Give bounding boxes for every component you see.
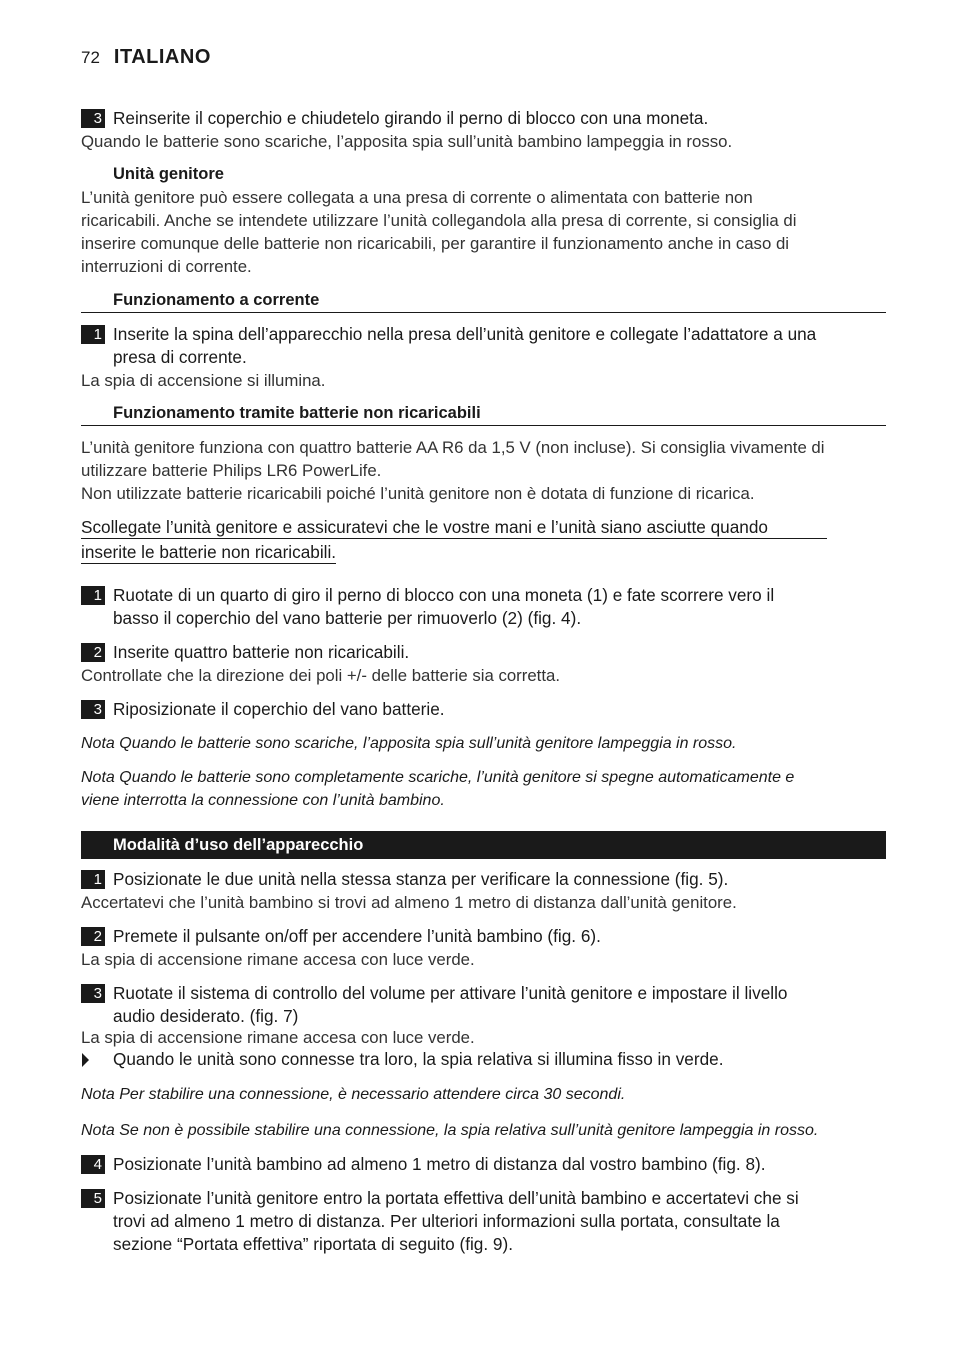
step-text: Inserite quattro batterie non ricaricabili. bbox=[113, 642, 410, 662]
note-line: Nota Quando le batterie sono completamente scariche, l’unità genitore si spegne automaticamente e bbox=[81, 769, 795, 786]
step-info: La spia di accensione si illumina. bbox=[81, 371, 326, 390]
step-number: 3 bbox=[81, 109, 105, 128]
page-header bbox=[81, 46, 211, 74]
paragraph-line: interruzioni di corrente. bbox=[81, 257, 252, 276]
step-text-continued: trovi ad almeno 1 metro di distanza. Per ulteriori informazioni sulla portata, consultate la bbox=[113, 1211, 780, 1231]
section-battery-power bbox=[81, 402, 886, 426]
step-insert-plug bbox=[81, 323, 886, 392]
step-text: Inserite la spina dell’apparecchio nella presa dell’unità genitore e collegate l’adattatore a una bbox=[113, 324, 817, 344]
step-number: 1 bbox=[81, 586, 105, 605]
step-text: Posizionate l’unità bambino ad almeno 1 metro di distanza dal vostro bambino (fig. 8). bbox=[113, 1154, 766, 1174]
warning-line: inserite le batterie non ricaricabili. bbox=[81, 542, 337, 562]
step-insert-batteries bbox=[81, 641, 886, 687]
step-text: Reinserite il coperchio e chiudetelo girando il perno di blocco con una moneta. bbox=[113, 108, 709, 128]
step-text-continued: presa di corrente. bbox=[113, 347, 247, 367]
note-empty-battery bbox=[81, 766, 886, 812]
step-number: 5 bbox=[81, 1189, 105, 1208]
step-reinsert-cover bbox=[81, 107, 886, 153]
step-power-on bbox=[81, 925, 886, 971]
note-connection-failed: Nota Se non è possibile stabilire una connessione, la spia relativa sull’unità genitore lampeggia in rosso. bbox=[81, 1122, 819, 1139]
step-info: Accertatevi che l’unità bambino si trovi ad almeno 1 metro di distanza dall’unità genitore. bbox=[81, 893, 737, 912]
step-replace-cover bbox=[81, 698, 886, 721]
step-parent-range bbox=[81, 1187, 886, 1256]
step-info: Controllate che la direzione dei poli +/- delle batterie sia corretta. bbox=[81, 666, 560, 685]
step-info: La spia di accensione rimane accesa con luce verde. bbox=[81, 950, 475, 969]
warning-line: Scollegate l’unità genitore e assicuratevi che le vostre mani e l’unità siano asciutte quando bbox=[81, 517, 827, 539]
step-text: Ruotate di un quarto di giro il perno di blocco con una moneta (1) e fate scorrere vero il bbox=[113, 585, 775, 605]
note-connection-wait: Nota Per stabilire una connessione, è necessario attendere circa 30 secondi. bbox=[81, 1086, 626, 1103]
bullet-arrow-icon bbox=[82, 1053, 89, 1067]
step-number: 2 bbox=[81, 927, 105, 946]
page-number: 72 bbox=[81, 48, 100, 67]
battery-paragraph bbox=[81, 436, 886, 505]
step-volume bbox=[81, 982, 886, 1071]
warning-text bbox=[81, 516, 886, 564]
step-text: Ruotate il sistema di controllo del volume per attivare l’unità genitore e impostare il livello bbox=[113, 983, 788, 1003]
step-info: La spia di accensione rimane accesa con luce verde. bbox=[81, 1028, 475, 1047]
step-position-units bbox=[81, 868, 886, 914]
section-mains-power bbox=[81, 289, 886, 313]
step-text: Posizionate le due unità nella stessa stanza per verificare la connessione (fig. 5). bbox=[113, 869, 729, 889]
step-text-continued: audio desiderato. (fig. 7) bbox=[113, 1006, 299, 1026]
step-number: 1 bbox=[81, 325, 105, 344]
step-text: Posizionate l’unità genitore entro la portata effettiva dell’unità bambino e accertatevi che si bbox=[113, 1188, 799, 1208]
note-low-battery: Nota Quando le batterie sono scariche, l’apposita spia sull’unità genitore lampeggia in rosso. bbox=[81, 735, 737, 752]
bullet-text: Quando le unità sono connesse tra loro, la spia relativa si illumina fisso in verde. bbox=[113, 1049, 724, 1069]
step-number: 3 bbox=[81, 984, 105, 1003]
step-remove-cover bbox=[81, 584, 886, 630]
language-title: ITALIANO bbox=[113, 46, 211, 68]
section-parent-unit bbox=[81, 163, 886, 278]
section-heading: Funzionamento tramite batterie non ricaricabili bbox=[81, 402, 886, 426]
step-number: 4 bbox=[81, 1155, 105, 1174]
paragraph-line: ricaricabili. Anche se intendete utilizzare l’unità collegandola alla presa di corrente, si consiglia di bbox=[81, 211, 797, 230]
note-line: viene interrotta la connessione con l’unità bambino. bbox=[81, 792, 445, 809]
step-baby-distance bbox=[81, 1153, 886, 1176]
step-text-continued: basso il coperchio del vano batterie per rimuoverlo (2) (fig. 4). bbox=[113, 608, 582, 628]
paragraph-line: inserire comunque delle batterie non ricaricabili, per garantire il funzionamento anche in caso di bbox=[81, 234, 790, 253]
section-heading: Unità genitore bbox=[113, 165, 224, 183]
paragraph-line: utilizzare batterie Philips LR6 PowerLife. bbox=[81, 461, 382, 480]
step-text: Riposizionate il coperchio del vano batterie. bbox=[113, 699, 445, 719]
paragraph-line: L’unità genitore funziona con quattro batterie AA R6 da 1,5 V (non incluse). Si consiglia vivamente di bbox=[81, 438, 825, 457]
step-text: Premete il pulsante on/off per accendere l’unità bambino (fig. 6). bbox=[113, 926, 601, 946]
step-info: Quando le batterie sono scariche, l’apposita spia sull’unità bambino lampeggia in rosso. bbox=[81, 132, 733, 151]
paragraph-line: Non utilizzate batterie ricaricabili poiché l’unità genitore non è dotata di funzione di ricarica. bbox=[81, 484, 755, 503]
step-number: 3 bbox=[81, 700, 105, 719]
section-heading: Funzionamento a corrente bbox=[81, 289, 886, 313]
step-text-continued: sezione “Portata effettiva” riportata di seguito (fig. 9). bbox=[113, 1234, 513, 1254]
step-number: 2 bbox=[81, 643, 105, 662]
paragraph-line: L’unità genitore può essere collegata a una presa di corrente o alimentata con batterie non bbox=[81, 188, 753, 207]
section-heading-bar: Modalità d’uso dell’apparecchio bbox=[81, 831, 886, 859]
step-number: 1 bbox=[81, 870, 105, 889]
